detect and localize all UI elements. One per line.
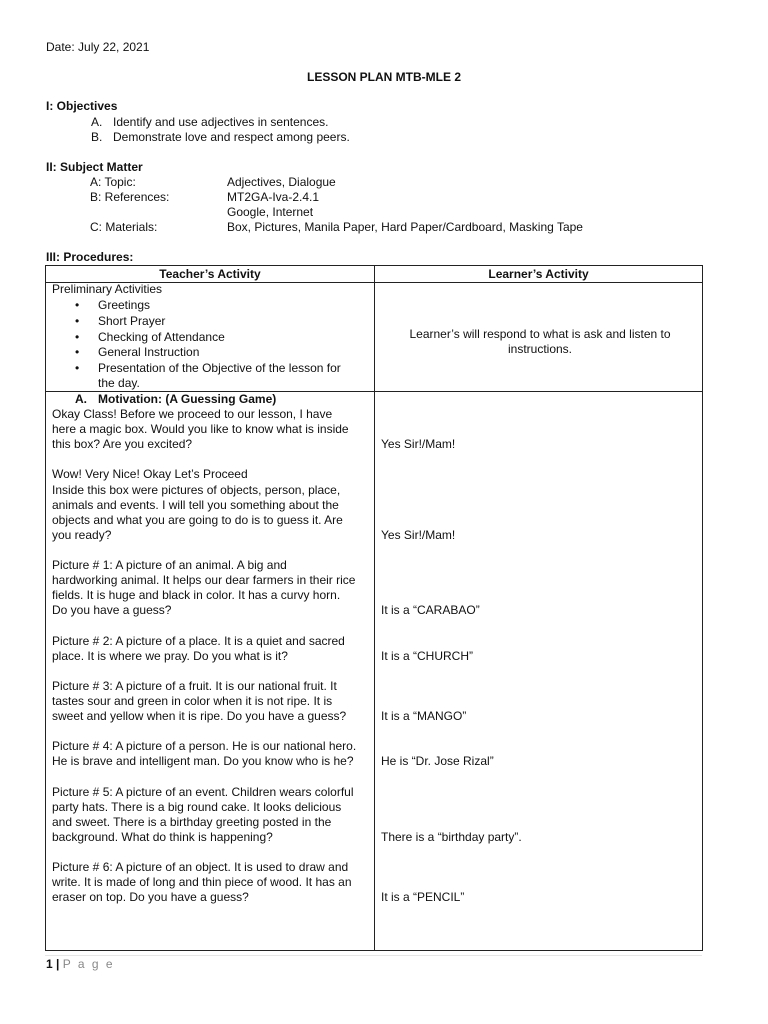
bullet-icon: • [75, 330, 80, 344]
column-divider [374, 266, 375, 950]
objective-letter: B. [91, 130, 103, 144]
teacher-line: He is brave and intelligent man. Do you know who is he? [52, 754, 354, 769]
subject-matter-heading: II: Subject Matter [46, 160, 143, 174]
teacher-line: Okay Class! Before we proceed to our lesson, I have [52, 407, 333, 421]
subject-value: Adjectives, Dialogue [227, 175, 336, 189]
learner-response: There is a “birthday party”. [381, 829, 522, 844]
prelim-item: Presentation of the Objective of the lesson for [98, 361, 341, 375]
teacher-line: you ready? [52, 527, 112, 542]
teacher-line: objects and what you are going to do is to guess it. Are [52, 512, 343, 527]
page-number: 1 [46, 957, 53, 971]
prelim-item: Checking of Attendance [98, 330, 225, 344]
teacher-line: hardworking animal. It helps our dear farmers in their rice [52, 573, 356, 588]
learner-response: Yes Sir!/Mam! [381, 527, 456, 542]
teacher-line: here a magic box. Would you like to know what is inside [52, 422, 349, 437]
teacher-line: place. It is where we pray. Do you what is it? [52, 648, 288, 663]
teacher-line: background. What do think is happening? [52, 829, 273, 844]
page-separator: | [56, 957, 60, 971]
learner-response: It is a “PENCIL” [381, 890, 465, 905]
prelim-item: Short Prayer [98, 314, 166, 328]
bullet-icon: • [75, 361, 80, 375]
motivation-letter: A. [75, 392, 87, 406]
objectives-heading: I: Objectives [46, 99, 118, 113]
prelim-title: Preliminary Activities [52, 282, 163, 296]
subject-label: A: Topic: [90, 175, 136, 189]
prelim-item: General Instruction [98, 345, 200, 359]
objective-text: Demonstrate love and respect among peers. [113, 130, 350, 144]
bullet-icon: • [75, 314, 80, 328]
learner-response: It is a “CHURCH” [381, 648, 473, 663]
learner-response: He is “Dr. Jose Rizal” [381, 754, 494, 769]
prelim-item: Greetings [98, 298, 151, 312]
teacher-line: Picture # 3: A picture of a fruit. It is our national fruit. It [52, 678, 337, 693]
learner-column-header: Learner’s Activity [488, 267, 589, 281]
objective-item [91, 115, 328, 130]
teacher-column-header: Teacher’s Activity [159, 267, 261, 281]
procedures-heading: III: Procedures: [46, 250, 134, 264]
subject-value: Google, Internet [227, 205, 314, 219]
prelim-learner-response: Learner’s will respond to what is ask and listen to instructions. [409, 327, 671, 356]
learner-response: Yes Sir!/Mam! [381, 437, 456, 452]
teacher-line: sweet and yellow when it is ripe. Do you have a guess? [52, 709, 347, 723]
objective-item [91, 130, 350, 145]
bullet-icon: • [75, 345, 80, 359]
subject-label: B: References: [90, 190, 170, 204]
page-label: P a g e [62, 957, 115, 971]
teacher-line: animals and events. I will tell you something about the [52, 497, 339, 512]
teacher-line: Picture # 5: A picture of an event. Children wears colorful [52, 784, 354, 799]
teacher-line: fields. It is huge and black in color. It has a curvy horn. [52, 588, 341, 603]
procedures-table [45, 265, 703, 951]
teacher-line: Wow! Very Nice! Okay Let’s Proceed [52, 467, 248, 482]
learner-response: It is a “CARABAO” [381, 603, 480, 618]
footer-divider [45, 955, 702, 956]
objective-text: Identify and use adjectives in sentences. [113, 115, 329, 129]
teacher-line: this box? Are you excited? [52, 437, 193, 452]
objective-letter: A. [91, 115, 103, 129]
motivation-title: Motivation: (A Guessing Game) [98, 392, 277, 406]
teacher-line: and sweet. There is a birthday greeting posted in the [52, 814, 332, 829]
teacher-line: Do you have a guess? [52, 603, 172, 618]
page-footer [46, 957, 115, 972]
teacher-line: Picture # 2: A picture of a place. It is a quiet and sacred [52, 633, 345, 648]
page-title: LESSON PLAN MTB-MLE 2 [306, 70, 461, 84]
teacher-line: eraser on top. Do you have a guess? [52, 890, 249, 905]
teacher-line: write. It is made of long and thin piece of wood. It has an [52, 875, 352, 890]
subject-value: Box, Pictures, Manila Paper, Hard Paper/Cardboard, Masking Tape [227, 220, 583, 234]
subject-label: C: Materials: [90, 220, 158, 234]
teacher-line: tastes sour and green in color when it is not ripe. It is [52, 693, 333, 708]
subject-value: MT2GA-Iva-2.4.1 [227, 190, 320, 204]
date-line: Date: July 22, 2021 [46, 40, 150, 54]
teacher-line: party hats. There is a big round cake. It looks delicious [52, 799, 342, 814]
learner-response: It is a “MANGO” [381, 709, 467, 723]
teacher-line: Picture # 1: A picture of an animal. A big and [52, 558, 287, 572]
teacher-line: Inside this box were pictures of objects, person, place, [52, 482, 341, 497]
teacher-line: Picture # 4: A picture of a person. He is our national hero. [52, 739, 357, 754]
bullet-icon: • [75, 298, 80, 312]
teacher-line: Picture # 6: A picture of an object. It is used to draw and [52, 860, 349, 874]
prelim-item-continued: the day. [98, 376, 140, 390]
